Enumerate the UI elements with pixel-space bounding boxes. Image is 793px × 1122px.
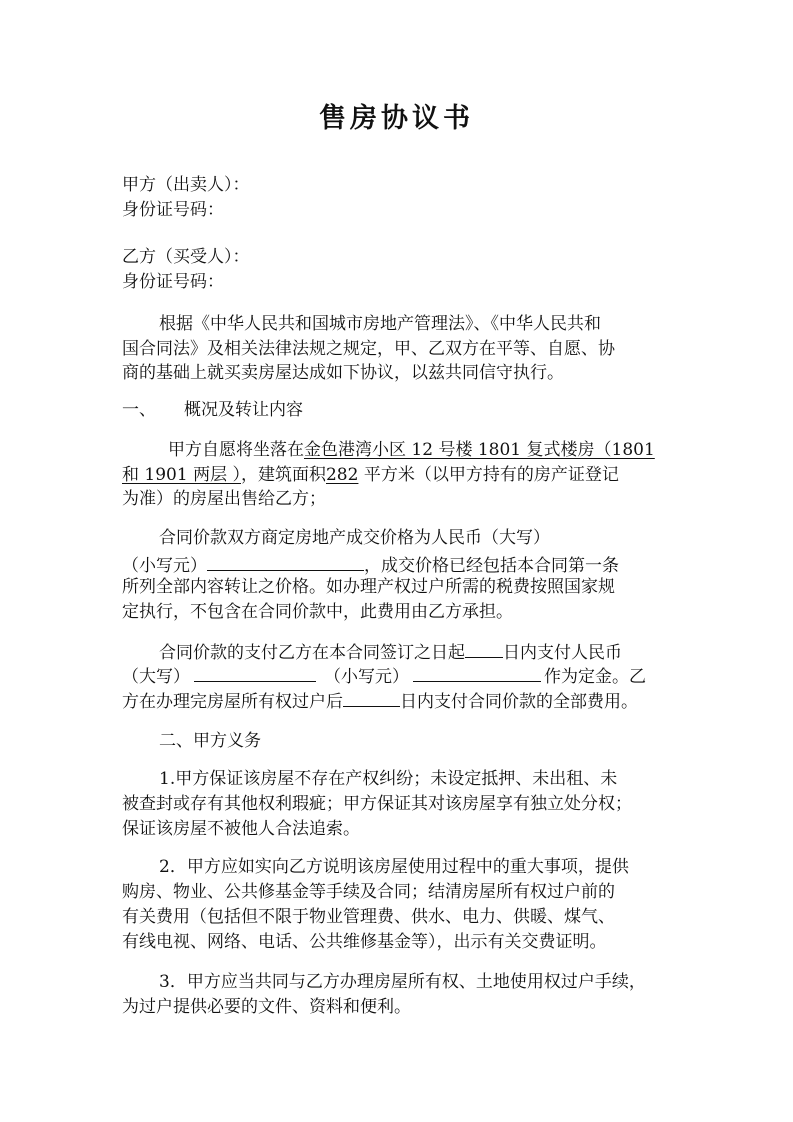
section-1-number: 一、 [122,400,156,420]
section-1-title: 概况及转让内容 [184,400,303,420]
intro-line-3: 商的基础上就买卖房屋达成如下协议，以兹共同信守执行。 [122,363,564,383]
intro-line-1: 根据《中华人民共和国城市房地产管理法》、《中华人民共和 [159,314,601,334]
days-blank[interactable] [465,640,503,658]
property-area: 282 [325,465,359,485]
para-3-text-e: 日内支付合同价款的全部费用。 [400,692,638,712]
para-3-line-3 [122,689,638,712]
party-b-id-label: 身份证号码： [122,272,224,292]
small-amount-label: （小写元） [122,556,207,576]
para-3-text-c: 作为定金。乙 [544,667,646,687]
obligation-1-line-3: 保证该房屋不被他人合法追索。 [122,819,360,839]
para-1-text-b: ，建筑面积 [240,465,326,485]
intro-line-2: 国合同法》及相关法律法规之规定，甲、乙双方在平等、自愿、协 [122,339,615,359]
party-a-id-label: 身份证号码： [122,200,224,220]
para-2-text-b: ，成交价格已经包括本合同第一条 [364,556,619,576]
para-2-line-1: 合同价款双方商定房地产成交价格为人民币（大写） [159,528,550,548]
para-2-line-3: 所列全部内容转让之价格。如办理产权过户所需的税费按照国家规 [122,577,615,597]
obligation-3-line-2: 为过户提供必要的文件、资料和便利。 [122,997,411,1017]
para-3-line-1 [159,640,622,663]
section-2-heading: 二、甲方义务 [159,731,261,751]
para-1-line-1 [168,440,655,460]
para-1-text: 甲方自愿将坐落在 [168,440,304,460]
price-small-blank[interactable] [207,553,364,571]
obligation-2-line-4: 有线电视、网络、电话、公共维修基金等），出示有关交费证明。 [122,932,607,952]
party-b-label: 乙方（买受人）： [122,247,250,267]
obligation-2-line-3: 有关费用（包括但不限于物业管理费、供水、电力、供暖、煤气、 [122,907,615,927]
capital-label: （大写） [122,667,190,687]
full-payment-days-blank[interactable] [343,689,400,707]
property-floors: 和 1901 两层 ） [122,465,241,485]
para-1-line-3: 为准）的房屋出售给乙方； [122,489,326,509]
obligation-1-line-2: 被查封或存有其他权利瑕疵；甲方保证其对该房屋享有独立处分权； [122,794,632,814]
party-a-label: 甲方（出卖人）： [122,175,250,195]
para-3-text-d: 方在办理完房屋所有权过户后 [122,692,343,712]
section-1-heading [122,400,303,420]
obligation-1-line-1: 1.甲方保证该房屋不存在产权纠纷；未设定抵押、未出租、未 [159,769,618,789]
obligation-2-line-1: 2．甲方应如实向乙方说明该房屋使用过程中的重大事项，提供 [159,857,629,877]
para-3-text-a: 合同价款的支付乙方在本合同签订之日起 [159,643,465,663]
para-3-text-b: 日内支付人民币 [503,643,622,663]
deposit-capital-blank[interactable] [194,664,316,682]
small-label: （小写元） [324,667,409,687]
deposit-small-blank[interactable] [413,664,541,682]
property-location: 金色港湾小区 12 号楼 1801 复式楼房（1801 [304,440,655,460]
obligation-3-line-1: 3．甲方应当共同与乙方办理房屋所有权、土地使用权过户手续， [159,972,646,992]
para-2-line-4: 定执行，不包含在合同价款中，此费用由乙方承担。 [122,602,513,622]
document-title: 售房协议书 [319,103,474,134]
para-3-line-2 [122,664,646,687]
para-2-line-2 [122,553,619,576]
para-1-line-2 [122,465,619,485]
para-1-text-c: 平方米（以甲方持有的房产证登记 [358,465,619,485]
obligation-2-line-2: 购房、物业、公共修基金等手续及合同；结清房屋所有权过户前的 [122,882,615,902]
